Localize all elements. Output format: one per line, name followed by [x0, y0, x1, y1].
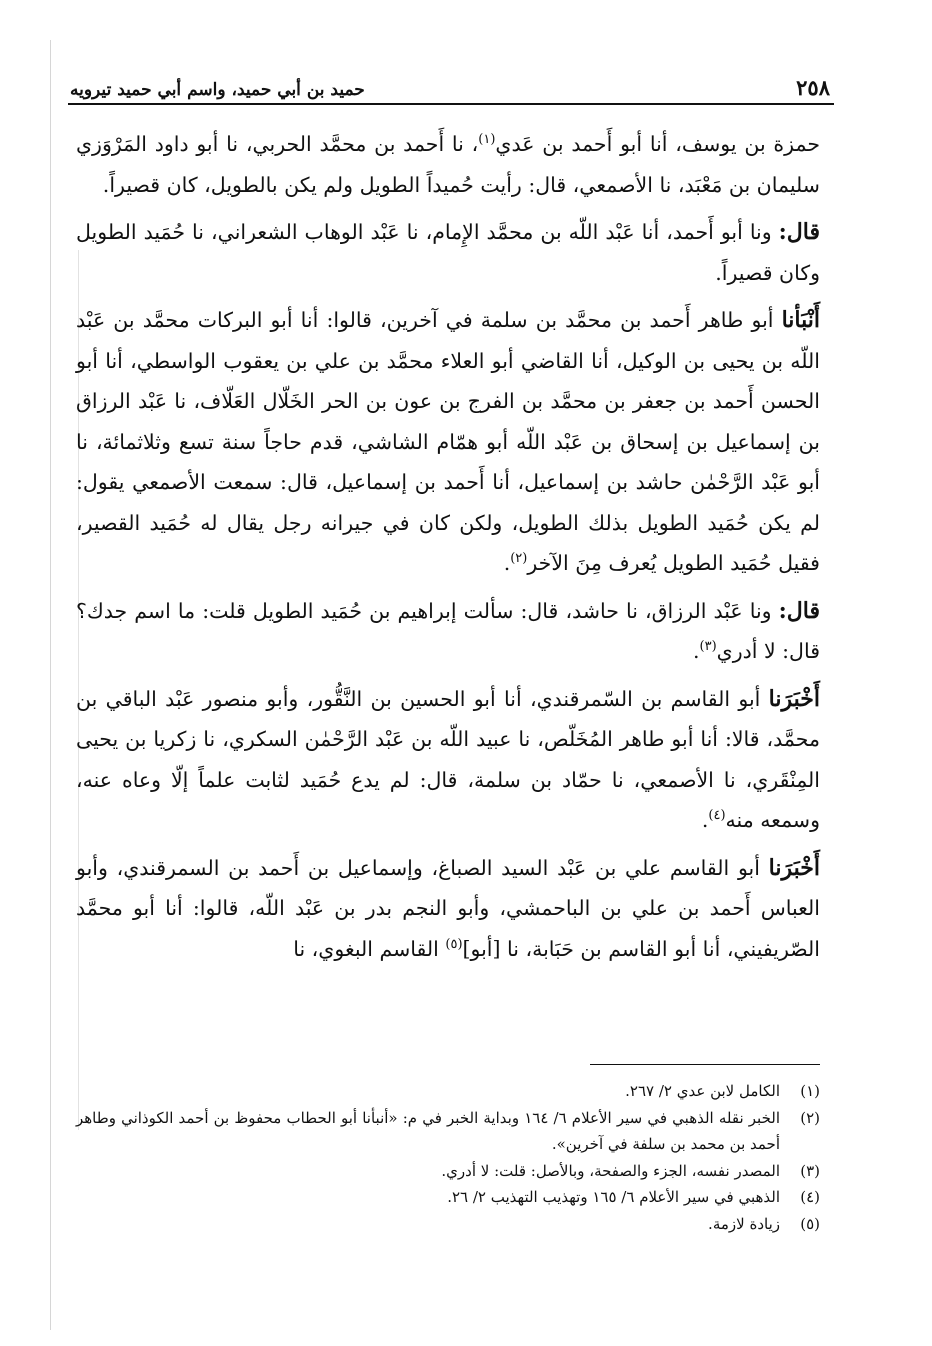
main-text	[76, 124, 820, 976]
footnotes	[76, 1078, 820, 1237]
paragraph-text: حمزة بن يوسف، أنا أبو أَحمد بن عَدي	[495, 132, 820, 156]
footnote	[76, 1078, 820, 1105]
page-number: ٢٥٨	[796, 75, 830, 100]
running-header	[70, 66, 830, 100]
footnote-ref: (١)	[478, 132, 496, 148]
paragraph-text: ونا عَبْد الرزاق، نا حاشد، قال: سألت إبراهيم بن حُمَيد الطويل قلت: ما اسم جدك؟ قال: لا أدري	[76, 598, 820, 663]
paragraph-text: أبو طاهر أَحمد بن محمَّد بن سلمة في آخرين، قالوا: أنا أبو البركات محمَّد بن عَبْد اللّه بن يحيى بن الوكيل، أنا القاضي أبو العلاء محمَّد بن علي بن يعقوب الواسطي، أنا أبو الحسن أَحمد بن جعفر بن محمَّد بن الفرج بن عون بن الحر الخَلّال العَلّاف، نا عَبْد الرزاق بن إسماعيل بن إسحاق بن عَبْد اللّه أبو همّام الشاشي، قدم حاجاً سنة تسع وثلاثمائة، نا أبو عَبْد الرَّحْمٰن حاشد بن إسماعيل، أنا أَحمد بن إسماعيل، قال: سمعت الأصمعي يقول: لم يكن حُمَيد الطويل بذلك الطويل، ولكن كان في جيرانه رجل يقال له حُمَيد القصير، فقيل حُمَيد الطويل يُعرف مِنَ الآخر	[76, 308, 820, 575]
paragraph-text: .	[503, 551, 511, 575]
paragraph-text: أبو القاسم علي بن عَبْد السيد الصباغ، وإسماعيل بن أَحمد بن السمرقندي، وأبو العباس أَحمد بن علي بن الباحمشي، وأبو النجم بدر بن عَبْد اللّه، قالوا: أنا أبو محمَّد الصّريفيني، أنا أبو القاسم بن حَبَابة، نا [أبو]	[76, 855, 820, 961]
scan-edge-line	[50, 40, 51, 1330]
footnote	[76, 1158, 820, 1185]
paragraph-2	[76, 212, 820, 293]
footnote	[76, 1211, 820, 1238]
footnote	[76, 1105, 820, 1158]
footnote-separator	[590, 1064, 820, 1065]
paragraph-text: أبو القاسم بن السّمرقندي، أنا أبو الحسين بن النَّقُّور، وأبو منصور عَبْد الباقي بن محمَّد، قالا: أنا أبو طاهر المُخَلّص، نا عبيد اللّه بن عَبْد الرَّحْمٰن السكري، نا زكريا بن يحيى المِنْقَري، نا الأصمعي، نا حمّاد بن سلمة، قال: لم يدع حُمَيد لثابت علماً إلّا وعاه عنه، وسمعه منه	[76, 686, 820, 832]
paragraph-lead-word: أَنْبَأنا	[781, 307, 820, 333]
paragraph-lead-word: أَخْبَرَنا	[768, 854, 820, 881]
running-title: حميد بن أبي حميد، واسم أبي حميد تيرويه	[70, 80, 365, 100]
paragraph-1	[76, 124, 820, 205]
footnote-ref: (٤)	[708, 808, 726, 824]
footnote-text: الذهبي في سير الأعلام ٦/ ١٦٥ وتهذيب التهذيب ٢/ ٢٦.	[447, 1188, 780, 1206]
footnote-text: الكامل لابن عدي ٢/ ٢٦٧.	[625, 1082, 780, 1100]
paragraph-4	[76, 591, 820, 672]
paragraph-lead-word: قال:	[778, 597, 820, 624]
footnote-number: (٤)	[800, 1188, 820, 1206]
footnote-ref: (٣)	[699, 639, 717, 655]
paragraph-text: القاسم البغوي، نا	[293, 936, 446, 961]
footnote-number: (٢)	[800, 1108, 820, 1127]
paragraph-5	[76, 679, 820, 841]
footnote-number: (١)	[800, 1082, 820, 1100]
paragraph-text: ، نا أَحمد بن محمَّد الحربي، نا أبو داود المَرْوَزي سليمان بن مَعْبَد، نا الأصمعي، قال: رأيت حُميداً الطويل ولم يكن بالطويل، كان قصيراً.	[76, 132, 820, 197]
footnote-text: الخبر نقله الذهبي في سير الأعلام ٦/ ١٦٤ وبداية الخبر في م: «أنبأنا أبو الحطاب محفوظ بن أحمد الكوذاني وطاهر أحمد بن محمد بن سلفة في آخرين».	[76, 1108, 780, 1153]
paragraph-3	[76, 300, 820, 584]
paragraph-text: .	[701, 808, 709, 832]
header-rule	[68, 103, 834, 105]
paragraph-text: ونا أبو أَحمد، أنا عَبْد اللّه بن محمَّد الإِمام، نا عَبْد الوهاب الشعراني، نا حُمَيد الطويل وكان قصيراً.	[76, 220, 820, 285]
paragraph-text: .	[692, 639, 700, 663]
footnote-ref: (٥)	[445, 936, 463, 952]
paragraph-lead-word: أَخْبَرَنا	[768, 685, 820, 712]
paragraph-lead-word: قال:	[778, 219, 820, 245]
footnote-text: المصدر نفسه، الجزء والصفحة، وبالأصل: قلت: لا أدري.	[441, 1161, 780, 1180]
footnote-text: زيادة لازمة.	[708, 1214, 780, 1233]
footnote-ref: (٢)	[510, 551, 528, 567]
paragraph-6	[76, 848, 820, 970]
footnote-number: (٣)	[800, 1161, 820, 1180]
footnote-number: (٥)	[800, 1214, 820, 1233]
footnote	[76, 1184, 820, 1211]
